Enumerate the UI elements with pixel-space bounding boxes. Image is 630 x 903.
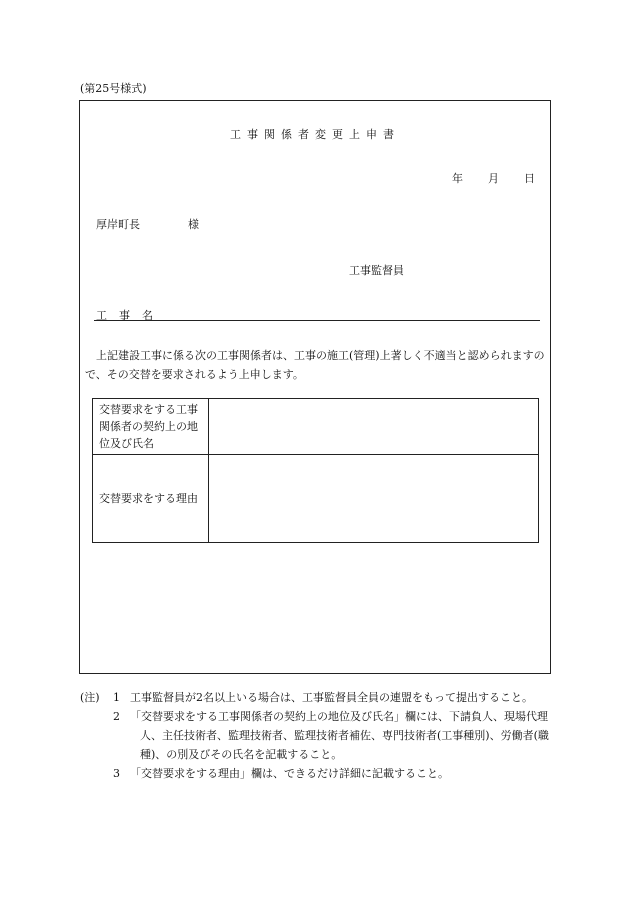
note-text: 「交替要求をする理由」欄は、できるだけ詳細に記載すること。 xyxy=(130,767,449,780)
work-name-field-line xyxy=(94,320,540,321)
reason-label: 交替要求をする理由 xyxy=(99,492,198,505)
position-name-label: 交替要求をする工事関係者の契約上の地位及び氏名 xyxy=(99,403,198,450)
submitter-label: 工事監督員 xyxy=(349,264,404,277)
form-number: (第25号様式) xyxy=(80,82,147,95)
position-name-value-cell xyxy=(209,399,539,455)
date-month-label: 月 xyxy=(488,172,499,185)
work-name-label: 工事名 xyxy=(96,309,165,322)
reason-value-cell xyxy=(209,455,539,543)
table-row xyxy=(93,399,539,455)
reason-label-cell xyxy=(93,455,209,543)
table-row xyxy=(93,455,539,543)
note-number: 3 xyxy=(113,767,120,780)
notes-prefix: (注) xyxy=(80,691,100,704)
form-frame xyxy=(79,100,551,674)
note-text: 「交替要求をする工事関係者の契約上の地位及び氏名」欄には、下請負人、現場代理人、主任技術者、監理技術者、監理技術者補佐、専門技術者(工事種別)、労働者(職種)、の別及びその氏名を記載すること。 xyxy=(130,710,549,761)
document-title: 工事関係者変更上申書 xyxy=(230,128,400,141)
addressee-honorific: 様 xyxy=(188,218,199,231)
date-year-label: 年 xyxy=(452,172,463,185)
statement-paragraph: 上記建設工事に係る次の工事関係者は、工事の施工(管理)上著しく不適当と認められますので、その交替を要求されるよう上申します。 xyxy=(85,349,545,381)
date-day-label: 日 xyxy=(524,172,535,185)
note-number: 1 xyxy=(113,691,120,704)
request-table xyxy=(92,398,539,543)
position-name-label-cell xyxy=(93,399,209,455)
note-text: 工事監督員が2名以上いる場合は、工事監督員全員の連盟をもって提出すること。 xyxy=(130,691,533,704)
addressee-name: 厚岸町長 xyxy=(96,218,140,231)
note-number: 2 xyxy=(113,710,120,723)
